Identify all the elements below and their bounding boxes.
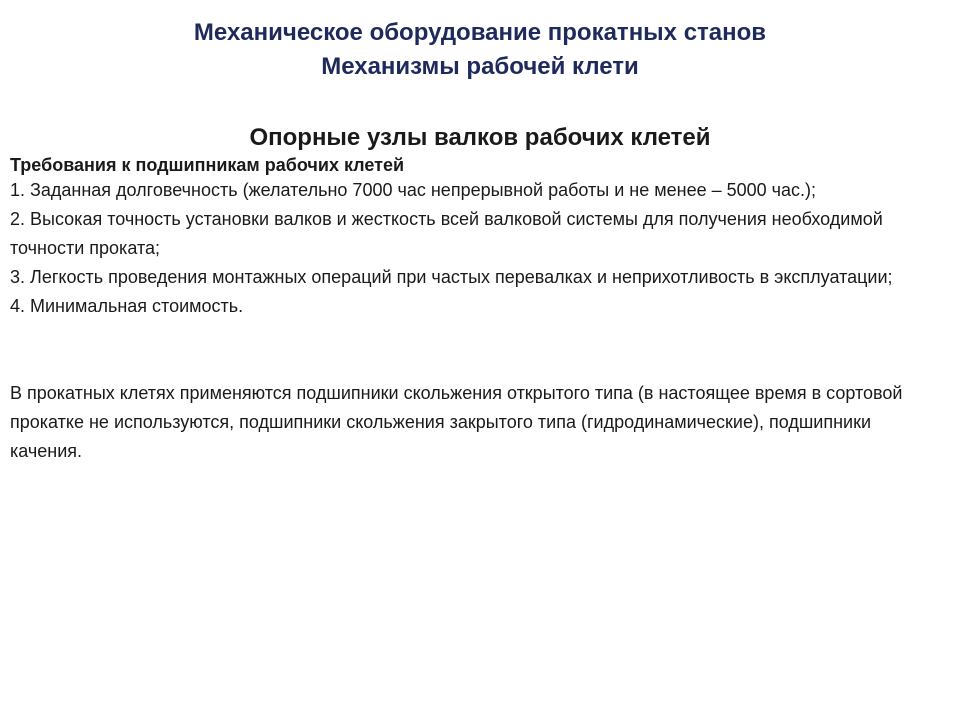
requirement-item-4: 4. Минимальная стоимость. <box>10 296 244 316</box>
bearing-types-paragraph: В прокатных клетях применяются подшипники скольжения открытого типа (в настоящее время в сортовой прокатке не используются, подшипники скольжения закрытого типа (гидродинамические), подшипники качения. <box>10 383 903 461</box>
header-title-line-2: Механизмы рабочей клети <box>321 53 639 80</box>
slide-content <box>10 154 940 466</box>
header-title-line-1: Механическое оборудование прокатных станов <box>193 19 767 46</box>
requirement-item-2: 2. Высокая точность установки валков и жесткость всей валковой системы для получения необходимой точности проката; <box>10 209 883 258</box>
section-title: Опорные узлы валков рабочих клетей <box>249 124 711 151</box>
requirement-item-3: 3. Легкость проведения монтажных операций при частых перевалках и неприхотливость в эксплуатации; <box>10 267 893 287</box>
requirements-list <box>10 176 940 321</box>
slide-header <box>0 16 960 84</box>
requirements-heading: Требования к подшипникам рабочих клетей <box>10 155 405 175</box>
requirement-item-1: 1. Заданная долговечность (желательно 7000 час непрерывной работы и не менее – 5000 час.); <box>10 180 817 200</box>
